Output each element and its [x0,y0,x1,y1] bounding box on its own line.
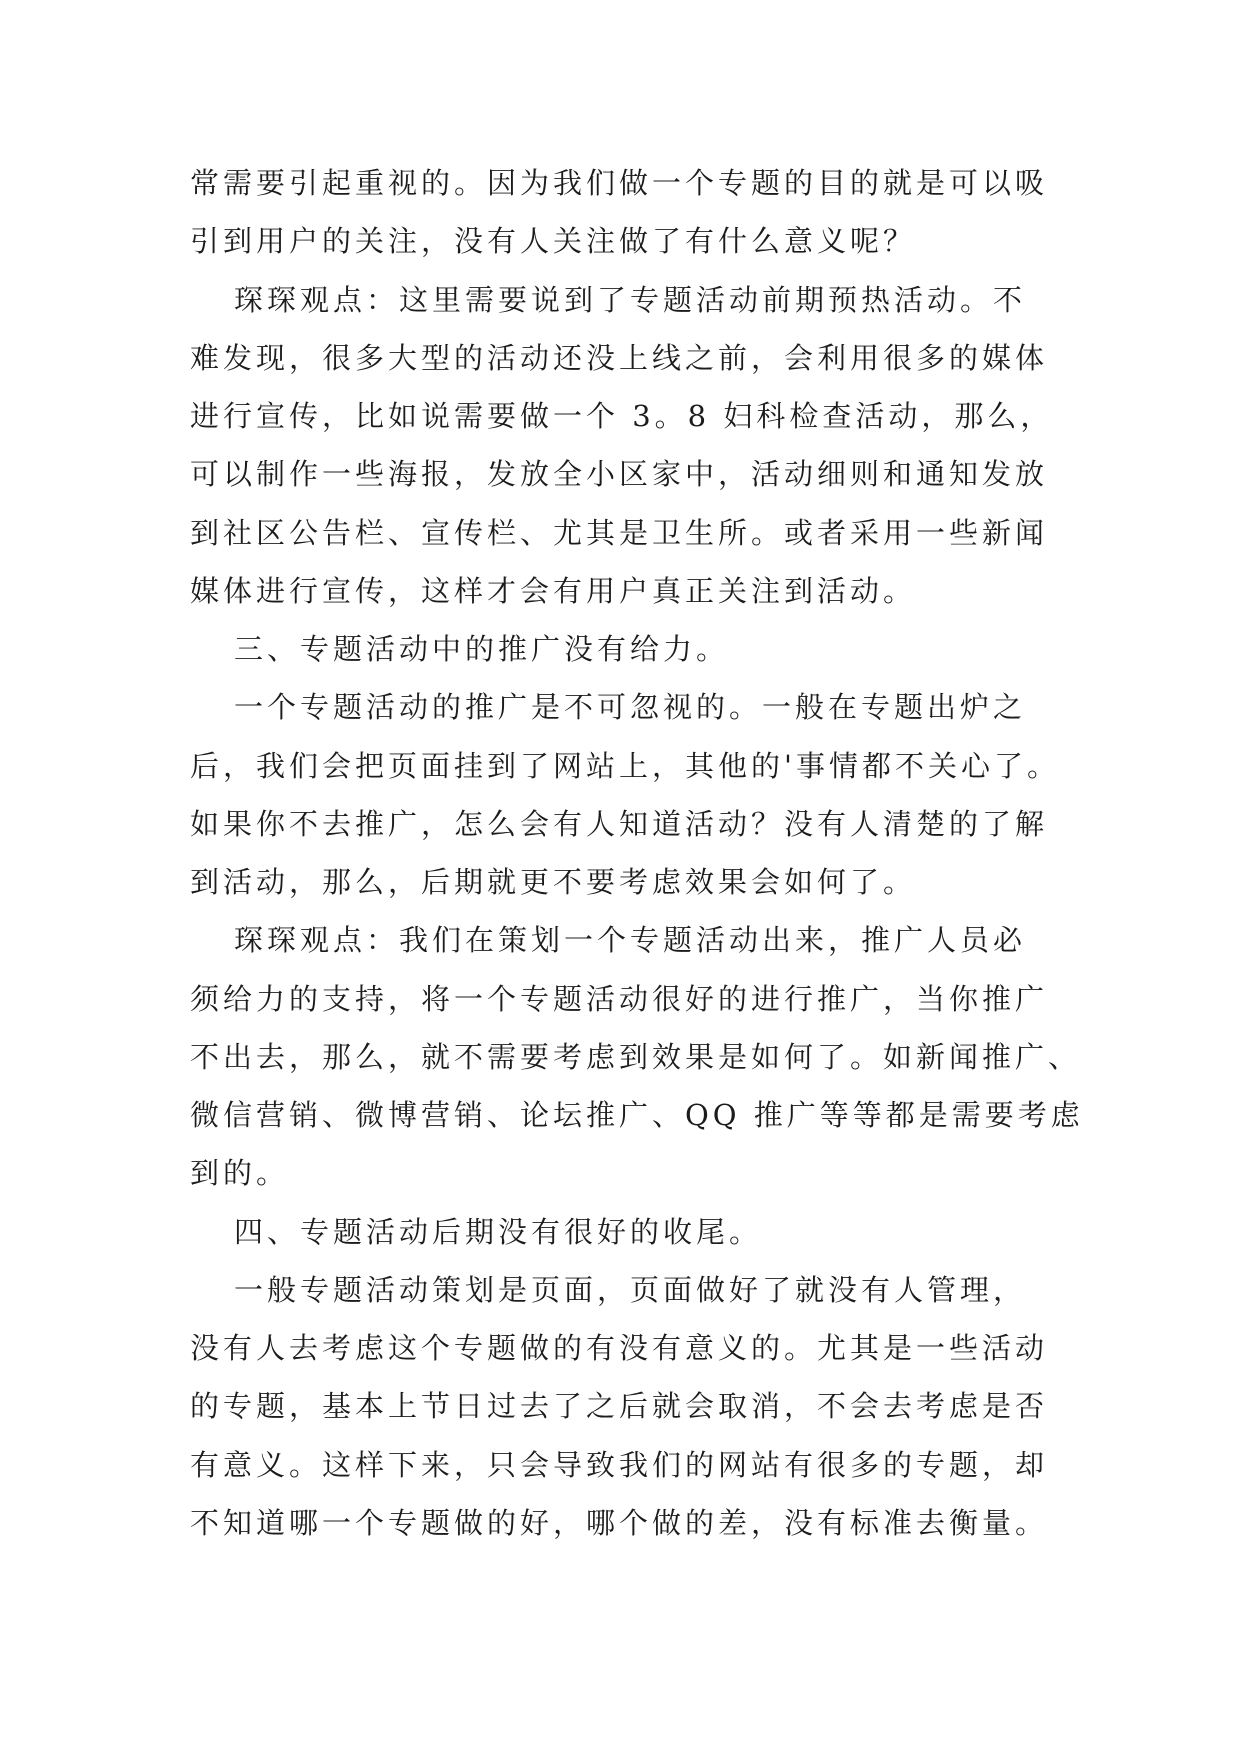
text-line: 的专题，基本上节日过去了之后就会取消，不会去考虑是否 [190,1389,1049,1424]
paragraph-viewpoint-promotion [190,911,1170,1202]
text-line: 一个专题活动的推广是不可忽视的。一般在专题出炉之 [234,690,1027,725]
text-line: 有意义。这样下来，只会导致我们的网站有很多的专题，却 [190,1447,1049,1482]
paragraph-viewpoint-preheat [190,271,1170,621]
text-line: 没有人去考虑这个专题做的有没有意义的。尤其是一些活动 [190,1331,1049,1365]
paragraph-continued [190,154,1170,271]
text-line: 不知道哪一个专题做的好，哪个做的差，没有标准去衡量。 [190,1505,1049,1540]
paragraph-promotion [190,678,1170,911]
text-line: 到的。 [190,1156,290,1191]
text-line: 微信营销、微博营销、论坛推广、QQ 推广等等都是需要考虑 [190,1098,1084,1132]
body-text [190,154,1170,1552]
text-line: 可以制作一些海报，发放全小区家中，活动细则和通知发放 [190,457,1049,492]
paragraph-wrap-up [190,1261,1170,1552]
section-heading-4 [190,1203,1170,1261]
section-heading-text: 四、专题活动后期没有很好的收尾。 [234,1214,763,1249]
text-line: 琛琛观点：这里需要说到了专题活动前期预热活动。不 [234,282,1027,317]
text-line: 后，我们会把页面挂到了网站上，其他的'事情都不关心了。 [190,748,1060,783]
section-heading-text: 三、专题活动中的推广没有给力。 [234,632,730,666]
section-heading-3 [190,620,1170,678]
text-line: 一般专题活动策划是页面，页面做好了就没有人管理， [234,1272,1027,1307]
text-line: 进行宣传，比如说需要做一个 3。8 妇科检查活动，那么， [190,399,1054,433]
text-line: 引到用户的关注，没有人关注做了有什么意义呢？ [190,224,917,259]
text-line: 不出去，那么，就不需要考虑到效果是如何了。如新闻推广、 [190,1039,1082,1074]
text-line: 如果你不去推广，怎么会有人知道活动？没有人清楚的了解 [190,806,1049,841]
text-line: 须给力的支持，将一个专题活动很好的进行推广，当你推广 [190,981,1049,1016]
text-line: 媒体进行宣传，这样才会有用户真正关注到活动。 [190,573,917,608]
text-line: 难发现，很多大型的活动还没上线之前，会利用很多的媒体 [190,340,1049,375]
text-line: 到活动，那么，后期就更不要考虑效果会如何了。 [190,865,917,899]
text-line: 常需要引起重视的。因为我们做一个专题的目的就是可以吸 [190,166,1049,200]
text-line: 琛琛观点：我们在策划一个专题活动出来，推广人员必 [234,923,1027,958]
text-line: 到社区公告栏、宣传栏、尤其是卫生所。或者采用一些新闻 [190,515,1049,550]
